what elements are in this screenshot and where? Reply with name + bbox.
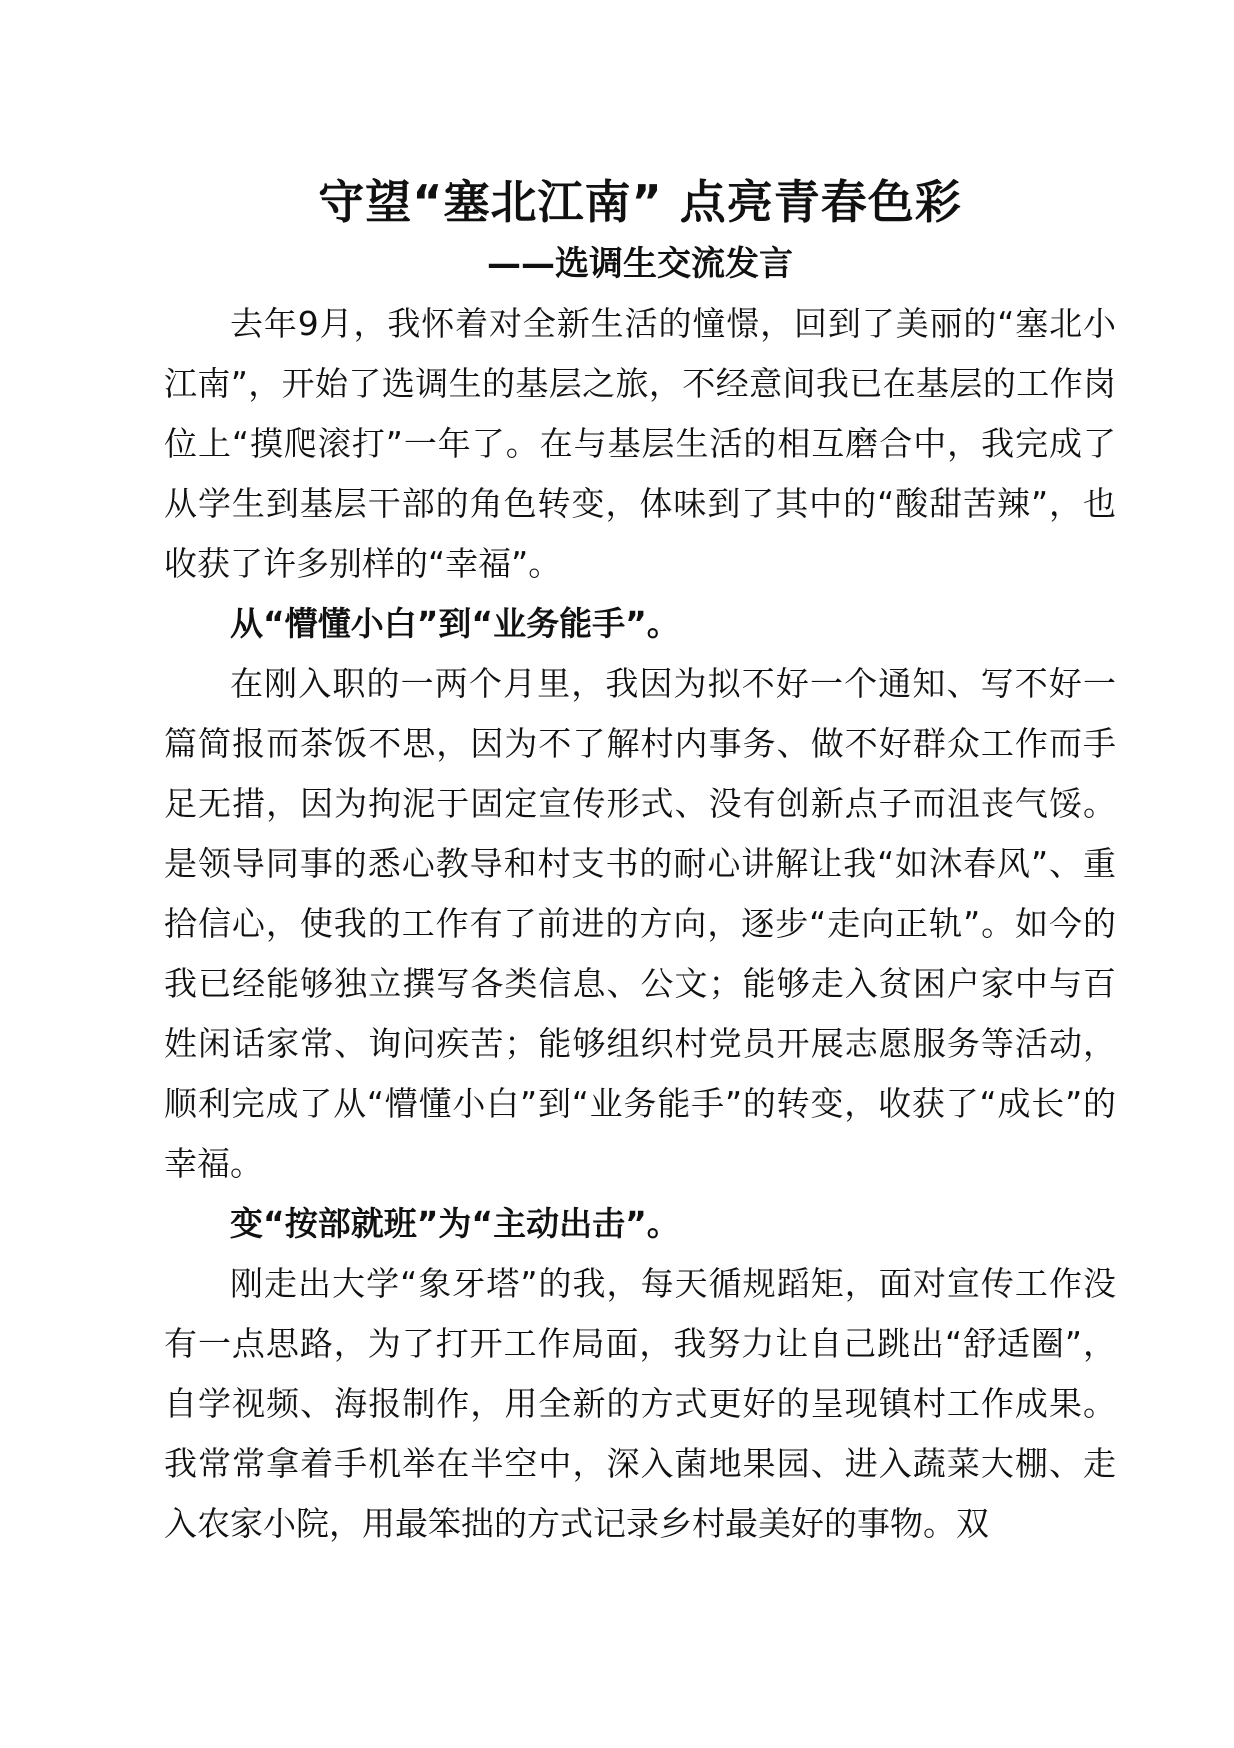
intro-paragraph: 去年9月，我怀着对全新生活的憧憬，回到了美丽的“塞北小江南”，开始了选调生的基层之旅，不经意间我已在基层的工作岗位上“摸爬滚打”一年了。在与基层生活的相互磨合中，我完成了从学生到基层干部的角色转变，体味到了其中的“酸甜苦辣”，也收获了许多别样的“幸福”。 — [164, 304, 1116, 583]
section-1-paragraph: 在刚入职的一两个月里，我因为拟不好一个通知、写不好一篇简报而茶饭不思，因为不了解村内事务、做不好群众工作而手足无措，因为拘泥于固定宣传形式、没有创新点子而沮丧气馁。是领导同事的悉心教导和村支书的耐心讲解让我“如沐春风”、重拾信心，使我的工作有了前进的方向，逐步“走向正轨”。如今的我已经能够独立撰写各类信息、公文；能够走入贫困户家中与百姓闲话家常、询问疾苦；能够组织村党员开展志愿服务等活动，顺利完成了从“懵懂小白”到“业务能手”的转变，收获了“成长”的幸福。 — [164, 664, 1116, 1183]
document-body — [164, 170, 1116, 1554]
section-heading-2: 变“按部就班”为“主动出击”。 — [230, 1204, 680, 1243]
section-2-paragraph: 刚走出大学“象牙塔”的我，每天循规蹈矩，面对宣传工作没有一点思路，为了打开工作局面，我努力让自己跳出“舒适圈”，自学视频、海报制作，用全新的方式更好的呈现镇村工作成果。我常常拿着手机举在半空中，深入菌地果园、进入蔬菜大棚、走入农家小院，用最笨拙的方式记录乡村最美好的事物。双 — [164, 1264, 1116, 1543]
document-subtitle: ——选调生交流发言 — [487, 244, 793, 284]
document-title: 守望“塞北江南” 点亮青春色彩 — [318, 175, 962, 229]
section-heading-1: 从“懵懂小白”到“业务能手”。 — [230, 604, 680, 643]
